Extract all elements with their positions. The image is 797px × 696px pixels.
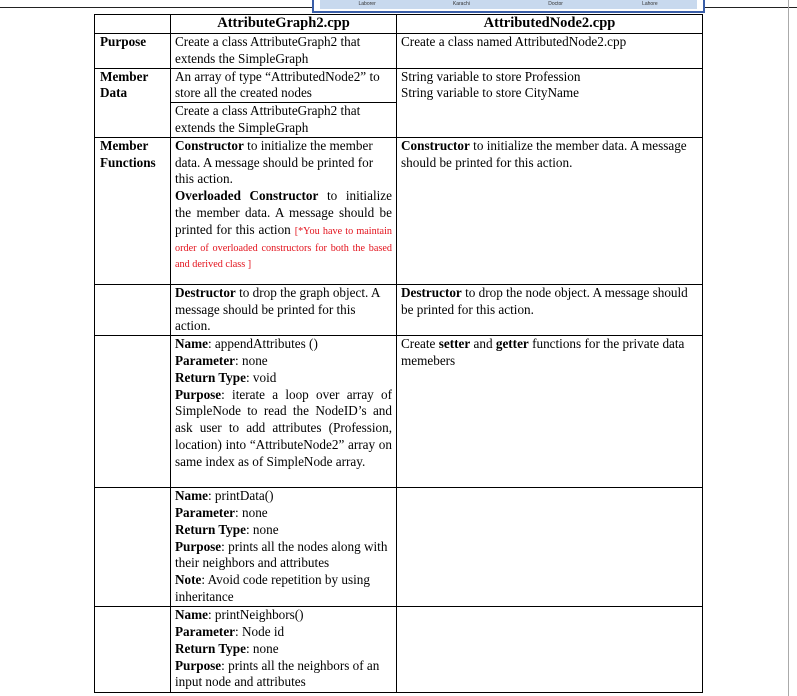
setter-keyword: setter <box>438 336 471 352</box>
node-destructor-text: to drop the node object. A message should be printed for this action. <box>401 284 688 317</box>
print-neighbors-purpose <box>175 658 392 692</box>
member-functions-label-line1: Member <box>100 137 149 153</box>
setter-getter-suffix: functions for the private data memebers <box>401 336 685 368</box>
print-neighbors-purpose-value: : prints all the neighbors of an input node and attributes <box>175 657 380 690</box>
print-data-node-cell <box>397 488 703 607</box>
previous-cell: Karachi <box>452 1 470 7</box>
destructor-node-cell <box>397 284 703 335</box>
purpose-node-cell: Create a class named AttributedNode2.cpp <box>397 34 703 69</box>
previous-cell: Laborer <box>358 1 376 7</box>
print-neighbors-name <box>175 607 392 624</box>
print-neighbors-cell <box>171 607 397 693</box>
append-attributes-cell <box>171 336 397 488</box>
member-data-cityname: String variable to store CityName <box>401 85 579 101</box>
member-data-profession: String variable to store Profession <box>401 68 581 84</box>
header-attributed-node: AttributedNode2.cpp <box>397 15 703 34</box>
purpose-row <box>95 34 703 69</box>
print-data-purpose-value: : prints all the nodes along with their neighbors and attributes <box>175 538 388 571</box>
print-data-parameter-value: : none <box>235 504 268 520</box>
overloaded-constructor-keyword: Overloaded Constructor <box>175 188 319 204</box>
append-return-label: Return Type <box>175 369 246 385</box>
previous-table-fragment <box>312 0 705 13</box>
print-data-name-label: Name <box>175 488 208 504</box>
graph-destructor-keyword: Destructor <box>175 284 236 300</box>
append-parameter <box>175 353 392 370</box>
append-attributes-row <box>95 336 703 488</box>
append-parameter-label: Parameter <box>175 352 236 368</box>
append-purpose-value: : iterate a loop over array of SimpleNode to read the NodeID’s and ask user to add attributes (Profession, location) into “AttributeNode2” array on same index as of SimpleNode array. <box>175 386 392 469</box>
print-neighbors-parameter <box>175 624 392 641</box>
member-data-label-line2: Data <box>100 85 128 101</box>
member-functions-row <box>95 137 703 284</box>
destructor-label-cell <box>95 284 171 335</box>
print-data-return-value: : none <box>245 521 279 537</box>
print-data-purpose <box>175 539 392 573</box>
print-data-label-cell <box>95 488 171 607</box>
print-data-note-label: Note <box>175 572 202 588</box>
append-purpose-label: Purpose <box>175 386 222 402</box>
constructors-graph-cell <box>171 137 397 284</box>
node-constructor-text: to initialize the member data. A message should be printed for this action. <box>401 137 687 170</box>
constructor-keyword: Constructor <box>175 137 244 153</box>
print-data-cell <box>171 488 397 607</box>
print-neighbors-name-label: Name <box>175 607 208 623</box>
print-neighbors-return-label: Return Type <box>175 640 246 656</box>
constructor-node-cell <box>397 137 703 284</box>
print-data-purpose-label: Purpose <box>175 538 222 554</box>
purpose-label: Purpose <box>95 34 171 69</box>
print-data-parameter <box>175 505 392 522</box>
print-neighbors-return-value: : none <box>245 640 279 656</box>
previous-table-row <box>320 0 697 9</box>
member-data-label <box>95 68 171 137</box>
append-return-value: : void <box>245 369 277 385</box>
append-name <box>175 336 392 353</box>
setter-getter-cell <box>397 336 703 488</box>
getter-keyword: getter <box>495 336 529 352</box>
member-data-row <box>95 68 703 103</box>
print-neighbors-return-type <box>175 641 392 658</box>
destructor-graph-cell <box>171 284 397 335</box>
print-data-name-value: : printData() <box>207 488 274 504</box>
table-header-row <box>95 15 703 34</box>
destructor-row <box>95 284 703 335</box>
append-label-cell <box>95 336 171 488</box>
member-functions-label-line2: Functions <box>100 154 156 170</box>
member-data-graph-cell: An array of type “AttributedNode2” to store all the created nodes <box>171 68 397 103</box>
print-data-return-type <box>175 522 392 539</box>
print-neighbors-node-cell <box>397 607 703 693</box>
print-data-return-label: Return Type <box>175 521 246 537</box>
append-parameter-value: : none <box>235 352 268 368</box>
print-neighbors-name-value: : printNeighbors() <box>207 607 304 623</box>
append-purpose <box>175 387 392 471</box>
constructor-order-note: [*You have to maintain order of overloaded constructors for both the based and derived class ] <box>175 225 393 271</box>
header-empty-cell <box>95 15 171 34</box>
print-data-note-value: : Avoid code repetition by using inheritance <box>175 572 370 604</box>
setter-getter-and: and <box>470 336 496 352</box>
append-name-value: : appendAttributes () <box>207 336 318 352</box>
page-edge-rule <box>788 0 789 696</box>
print-data-parameter-label: Parameter <box>175 504 236 520</box>
print-neighbors-label-cell <box>95 607 171 693</box>
previous-cell: Doctor <box>548 1 563 7</box>
extends-graph-cell: Create a class AttributeGraph2 that extends the SimpleGraph <box>171 103 397 138</box>
constructor-text: to initialize the member data. A message should be printed for this action. <box>175 137 374 187</box>
graph-destructor-text: to drop the graph object. A message should be printed for this action. <box>175 284 380 334</box>
print-neighbors-row <box>95 607 703 693</box>
constructor-description <box>175 138 392 188</box>
print-neighbors-purpose-label: Purpose <box>175 657 222 673</box>
member-data-label-line1: Member <box>100 68 149 84</box>
print-data-row <box>95 488 703 607</box>
overloaded-constructor-text: to initialize the member data. A message should be printed for this action <box>175 188 392 237</box>
setter-getter-prefix: Create <box>401 336 439 352</box>
purpose-graph-cell: Create a class AttributeGraph2 that extends the SimpleGraph <box>171 34 397 69</box>
class-spec-table <box>94 14 703 693</box>
header-attribute-graph: AttributeGraph2.cpp <box>171 15 397 34</box>
print-neighbors-parameter-label: Parameter <box>175 623 236 639</box>
overloaded-constructor-description <box>175 188 392 272</box>
append-return-type <box>175 370 392 387</box>
append-name-label: Name <box>175 336 208 352</box>
node-destructor-keyword: Destructor <box>401 284 462 300</box>
member-data-node-cell <box>397 68 703 137</box>
print-data-note <box>175 572 392 606</box>
print-data-name <box>175 488 392 505</box>
member-functions-label <box>95 137 171 284</box>
print-neighbors-parameter-value: : Node id <box>235 623 285 639</box>
previous-cell: Lahore <box>642 1 658 7</box>
node-constructor-keyword: Constructor <box>401 137 470 153</box>
